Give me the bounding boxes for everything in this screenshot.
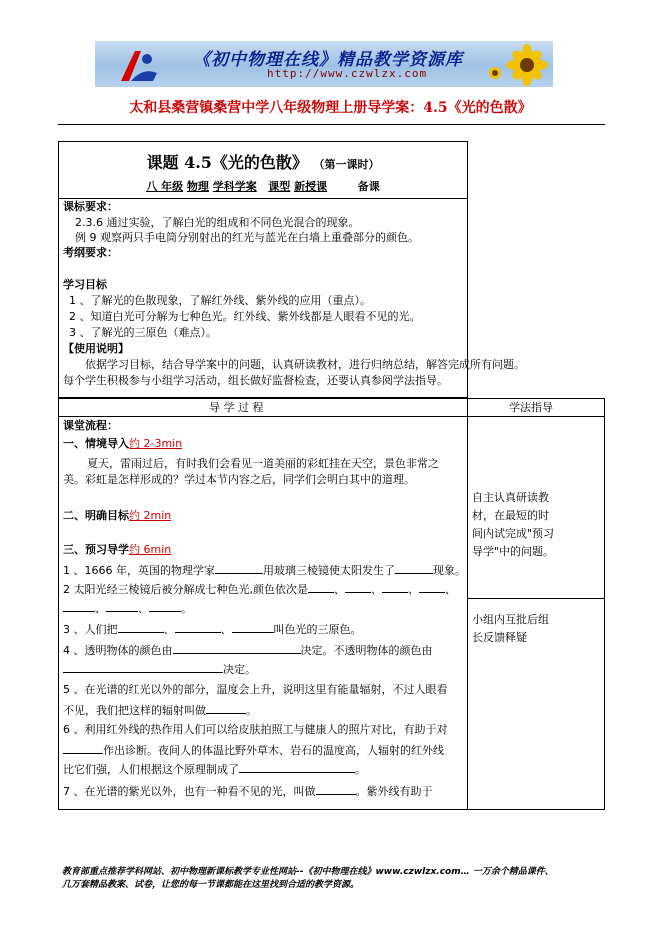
question-7: 7 、在光谱的紫光以外，也有一种看不见的光，叫做 。紫外线有助于 [63,785,433,798]
answer-blank[interactable] [206,702,246,714]
lesson-title [59,150,467,173]
section-3-title: 三、预习导学 [63,543,129,556]
answer-blank[interactable] [419,581,445,593]
banner-brand: 《初中物理在线》精品教学资源库 [193,50,463,70]
method-tip: 小组内互批后组 [472,613,549,626]
meta-prepare: 备课 [357,180,380,193]
section-1-time: 约 2-3min [129,437,183,450]
process-table [58,398,605,810]
answer-blank[interactable] [308,581,334,593]
footer-text [62,866,622,892]
question-1: 1 、1666 年，英国的物理学家 用玻璃三棱镜使太阳发生了 现象。 [63,564,466,577]
question-2: 2 太阳光经三棱镜后被分解成七种色光,颜色依次是 、 、 、 、 [63,583,456,596]
divider [58,124,605,125]
section-3 [63,543,171,557]
method-tip: 导学"中的问题。 [472,545,555,558]
method-tip: 自主认真研读教 [472,491,549,504]
banner-url[interactable]: http://www.czwlzx.com [267,67,428,80]
document-title: 太和县桑营镇桑营中学八年级物理上册导学案：4.5《光的色散》 [129,100,532,116]
goal-item: 3 、了解光的三原色（难点）。 [69,326,217,339]
goal-item: 2 、知道白光可分解为七种色光。红外线、紫外线都是人眼看不见的光。 [69,310,421,323]
question-4-cont: 决定。 [63,661,256,677]
section-1-title: 一、情境导入 [63,437,129,450]
question-3: 3 、人们把 、 、 叫色光的三原色。 [63,623,362,636]
section-2-time: 约 2min [129,509,172,522]
usage-line: 依据学习目标，结合导学案中的问题，认真研读教材，进行归纳总结，解答完成所有问题。 [85,358,525,371]
section-1 [63,437,182,451]
method-tip: 间内试完成"预习 [472,527,555,540]
answer-blank[interactable] [63,600,95,612]
col-method-header: 学法指导 [509,401,553,414]
answer-blank[interactable] [63,661,223,673]
answer-blank[interactable] [106,600,138,612]
answer-blank[interactable] [173,642,301,654]
question-4: 4 、透明物体的颜色由 决定。不透明物体的颜色由 [63,644,433,657]
sunflower-icon [483,43,549,87]
question-6-cont: 作出诊断。夜间人的体温比野外草木、岩石的温度高，人辐射的红外线 [63,742,444,758]
intro-section [58,198,525,398]
question-5-cont: 不见，我们把这样的辐射叫做 。 [63,704,257,717]
question-6: 6 、利用红外线的热作用人们可以给皮肤拍照工与健康人的照片对比，有助于对 [63,723,448,736]
logo-icon [117,47,159,85]
answer-blank[interactable] [118,621,164,633]
meta-course-type-label: 课型 [268,180,291,193]
answer-blank[interactable] [316,783,356,795]
section-1-line: 夏天，雷雨过后，有时我们会看见一道美丽的彩虹挂在天空，景色非常之 [87,457,439,470]
standard-item: 2.3.6 通过实验，了解白光的组成和不同色光混合的现象。 [75,216,360,229]
answer-blank[interactable] [232,621,274,633]
usage-line: 每个学生积极参与小组学习活动，组长做好监督检查，还要认真参阅学法指导。 [63,374,448,387]
method-tip: 长反馈释疑 [472,631,527,644]
section-2 [63,509,171,523]
question-2-cont: 、 、 。 [63,600,192,616]
method-tip: 材，在最短的时 [472,509,549,522]
question-6-cont2: 比它们强，人们根据这个原理制成了 。 [63,763,366,776]
question-5: 5 、在光谱的红光以外的部分，温度会上升，说明这里有能量辐射，不过人眼看 [63,683,448,696]
goal-item: 1 、了解光的色散现象，了解红外线、紫外线的应用（重点）。 [69,294,371,307]
process-heading: 课堂流程： [63,419,118,432]
col-process-header: 导 学 过 程 [209,401,264,414]
meta-course-type: 新授课 [294,180,328,193]
standard-item: 例 9 观察两只手电筒分别射出的红光与蓝光在白墙上重叠部分的颜色。 [75,231,419,244]
meta-subject: 物理 [186,180,209,193]
lesson-header [58,141,468,199]
footer-line: 教育部重点推荐学科网站、初中物理新课标教学专业性网站--《初中物理在线》www.czwlzx.com… 一万余个精品课件、 [62,867,554,877]
standards-heading: 课标要求： [63,200,118,213]
usage-heading: 【使用说明】 [63,342,129,355]
answer-blank[interactable] [215,562,263,574]
section-2-title: 二、明确目标 [63,509,129,522]
exam-heading: 考纲要求： [63,246,118,259]
answer-blank[interactable] [395,562,433,574]
answer-blank[interactable] [382,581,408,593]
meta-type: 学科学案 [212,180,257,193]
lesson-title-text: 课题 4.5《光的色散》 [146,153,308,172]
answer-blank[interactable] [239,761,355,773]
goals-heading: 学习目标 [63,278,107,291]
footer-line: 几万套精品教案、试卷，让您的每一节课都能在这里找到合适的教学资源。 [62,880,360,890]
answer-blank[interactable] [149,600,181,612]
section-1-line: 美。彩虹是怎样形成的？学过本节内容之后，同学们会明白其中的道理。 [63,473,415,486]
answer-blank[interactable] [175,621,221,633]
lesson-meta [59,178,467,194]
answer-blank[interactable] [345,581,371,593]
lesson-title-note: （第一课时） [313,158,380,171]
section-3-time: 约 6min [129,543,172,556]
header-banner [95,41,553,87]
meta-grade: 八 年级 [146,180,184,193]
answer-blank[interactable] [63,742,103,754]
